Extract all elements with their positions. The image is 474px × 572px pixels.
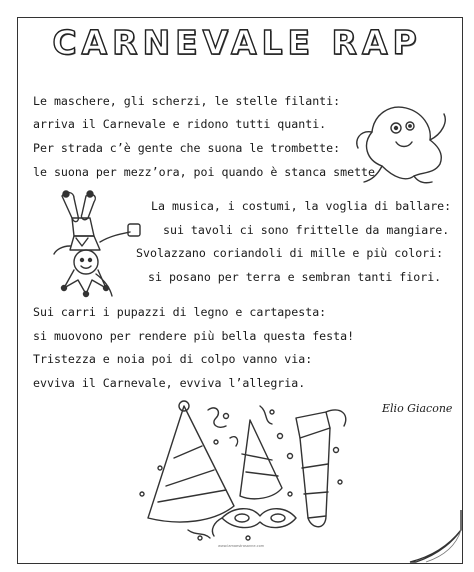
- poem-line-9: Sui carri i pupazzi di legno e cartapesta:: [33, 305, 327, 319]
- poem-title: CARNEVALE RAP: [52, 23, 422, 62]
- poem-line-6: sui tavoli ci sono frittelle da mangiare.: [163, 223, 450, 237]
- poem-line-4: le suona per mezz’ora, poi quando è stanca smette: [33, 165, 376, 179]
- party-items-illustration: [130, 398, 360, 548]
- poem-line-1: Le maschere, gli scherzi, le stelle filanti:: [33, 94, 341, 108]
- author-signature: Elio Giacone: [382, 402, 453, 415]
- credit-text: www.lamaestrasanne.com: [218, 544, 265, 548]
- poem-line-11: Tristezza e noia poi di colpo vanno via:: [33, 352, 313, 366]
- jester-illustration: [44, 188, 154, 300]
- page-curl: [410, 510, 462, 562]
- poem-line-8: si posano per terra e sembran tanti fiori.: [148, 270, 442, 284]
- poem-line-12: evviva il Carnevale, evviva l’allegria.: [33, 376, 306, 390]
- poem-line-7: Svolazzano coriandoli di mille e più colori:: [136, 246, 444, 260]
- poem-line-5: La musica, i costumi, la voglia di ballare:: [151, 199, 452, 213]
- poem-line-3: Per strada c’è gente che suona le trombette:: [33, 141, 341, 155]
- poem-line-10: si muovono per rendere più bella questa festa!: [33, 329, 355, 343]
- poem-line-2: arriva il Carnevale e ridono tutti quanti.: [33, 117, 327, 131]
- ghost-illustration: [352, 96, 452, 188]
